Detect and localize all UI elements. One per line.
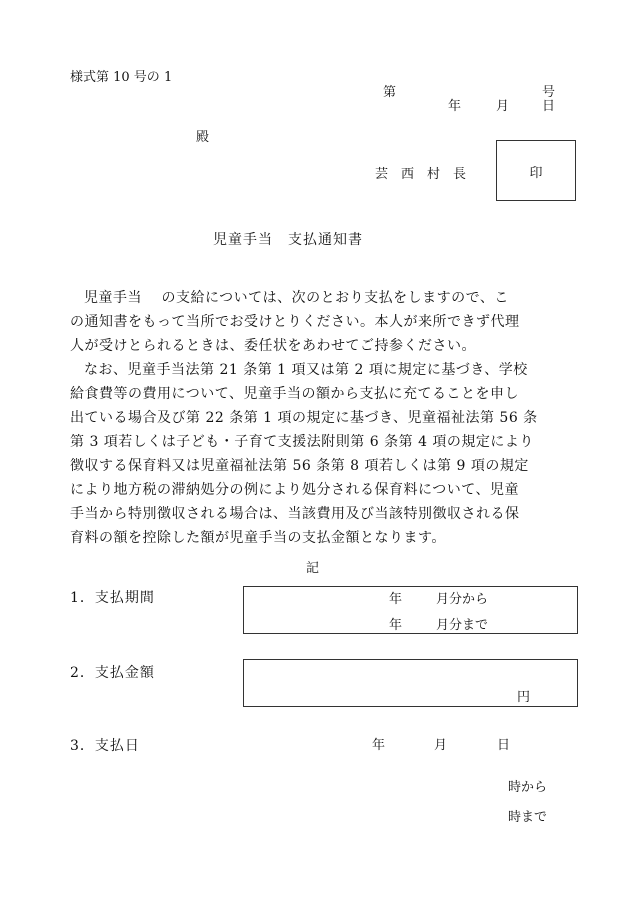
paragraph-2-line: 育料の額を控除した額が児童手当の支払金額となります。 xyxy=(70,530,446,546)
issue-date-month: 月 xyxy=(496,99,510,114)
form-number: 様式第 10 号の 1 xyxy=(70,70,173,85)
paragraph-1 xyxy=(70,286,556,358)
payment-amount-box xyxy=(243,659,578,707)
doc-number-suffix: 号 xyxy=(542,85,556,100)
period-to-month: 月分まで xyxy=(436,618,489,633)
period-to-year: 年 xyxy=(389,618,403,633)
payment-time-from: 時から xyxy=(508,780,548,795)
paragraph-2-line: 出ている場合及び第 22 条第 1 項の規定に基づき、児童福祉法第 56 条 xyxy=(70,410,538,426)
document-title: 児童手当 支払通知書 xyxy=(213,232,363,248)
paragraph-2-line: 給食費等の費用について、児童手当の額から支払に充てることを申し xyxy=(70,386,519,402)
paragraph-2-line: により地方税の滞納処分の例により処分される保育料について、児童 xyxy=(70,482,519,498)
paragraph-1-line: 児童手当 の支給については、次のとおり支払をしますので、こ xyxy=(84,290,509,306)
period-from-year: 年 xyxy=(389,592,403,607)
period-from-month: 月分から xyxy=(436,592,489,607)
ki-heading: 記 xyxy=(306,561,320,576)
issue-date-year: 年 xyxy=(448,99,462,114)
seal-label: 印 xyxy=(529,166,543,181)
doc-number-prefix: 第 xyxy=(383,85,397,100)
payment-period-box xyxy=(243,586,578,634)
amount-unit-yen: 円 xyxy=(517,690,531,705)
paragraph-1-line: の通知書をもって当所でお受けとりください。本人が来所できず代理 xyxy=(70,314,520,330)
payment-date-label: 3．支払日 xyxy=(70,738,140,754)
payment-period-label: 1．支払期間 xyxy=(70,590,155,606)
payment-amount-label: 2．支払金額 xyxy=(70,665,155,681)
issuer-name: 芸 西 村 長 xyxy=(375,167,467,182)
paragraph-2-line: 徴収する保育料又は児童福祉法第 56 条第 8 項若しくは第 9 項の規定 xyxy=(70,458,529,474)
paragraph-2-line: なお、児童手当法第 21 条第 1 項又は第 2 項に規定に基づき、学校 xyxy=(84,362,528,378)
payment-date-year: 年 xyxy=(372,738,386,753)
payment-date-day: 日 xyxy=(497,738,511,753)
addressee-suffix: 殿 xyxy=(196,130,210,145)
payment-date-month: 月 xyxy=(434,738,448,753)
paragraph-2 xyxy=(70,358,556,550)
paragraph-2-line: 手当から特別徴収される場合は、当該費用及び当該特別徴収される保 xyxy=(70,506,520,522)
seal-box xyxy=(496,140,576,201)
payment-time-to: 時まで xyxy=(508,810,548,825)
paragraph-2-line: 第 3 項若しくは子ども・子育て支援法附則第 6 条第 4 項の規定により xyxy=(70,434,534,450)
issue-date-day: 日 xyxy=(542,99,556,114)
paragraph-1-line: 人が受けとられるときは、委任状をあわせてご持参ください。 xyxy=(70,338,476,354)
